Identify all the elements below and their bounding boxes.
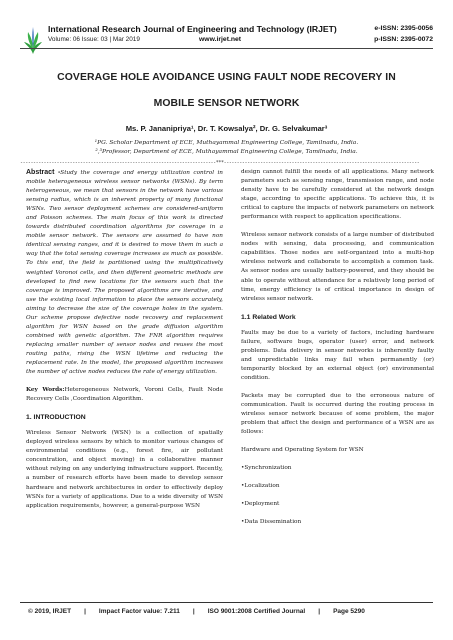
paragraph: Packets may be corrupted due to the erroneous nature of communication. Fault is occurred during the routing process in wireless sensor network because of some problem, the major problem that affect the design and performance of a WSN are as follows:: [241, 392, 434, 436]
paragraph: Wireless sensor network consists of a large number of distributed nodes with sensing, data processing, and communication capabilities. Those nodes are self-organized into a multi-hop wireless network and collaborate to accomplish a common task. As sensor nodes are usually battery-powered, and they should be able to operate without attendance for a relatively long period of time, energy efficiency is of critical importance in design of wireless sensor network.: [241, 232, 434, 302]
journal-header: [0, 0, 453, 58]
keywords-text: Heterogeneous Network, Voroni Cells, Fault Node Recovery Cells ,Coordination Algorithm.: [26, 387, 223, 403]
paper-title-line2: MOBILE SENSOR NETWORK: [153, 98, 300, 109]
abstract-label: Abstract -: [26, 169, 61, 176]
header-rule: [20, 48, 433, 49]
keywords: [26, 386, 223, 404]
author-list: Ms. P. Jananipriya¹, Dr. T. Kowsalya², Dr. G. Selvakumar³: [125, 124, 328, 133]
section-separator: ---------------------------------------------------------------------------***---------------------------------------------------------------------------: [20, 160, 420, 166]
p-issn: p-ISSN: 2395-0072: [374, 36, 433, 43]
affiliation-1: ¹PG. Scholar Department of ECE, Muthayammal Engineering College, Tamilnadu, India.: [94, 140, 359, 146]
keywords-label: Key Words:: [26, 387, 65, 394]
impact-factor: Impact Factor value: 7.211: [98, 608, 180, 615]
intro-heading: 1. INTRODUCTION: [26, 414, 86, 422]
list-item: •Localization: [241, 483, 280, 490]
intro-paragraph: Wireless Sensor Network (WSN) is a collection of spatially deployed wireless sensors by which to monitor various changes of environmental conditions (e.g., forest fire, air pollutant concentration, and object moving) in a collaborative manner without relying on any underlying infrastructure support. Recently, a number of research efforts have been made to develop sensor hardware and network architectures in order to effectively deploy WSNs for a variety of applications. Due to a wide diversity of WSN application requirements, however, a general-purpose WSN: [26, 430, 223, 509]
copyright: © 2019, IRJET: [28, 608, 72, 615]
paragraph: Hardware and Operating System for WSN: [241, 447, 364, 454]
abstract-text: Study the coverage and energy utilization control in mobile heterogeneous wireless sensor networks (WSNs). By term heterogeneous, we mean that sensors in the network have various sensing radius, which is an inherent property of many functional WSNs. Two sensor deployment schemes are considered-uniform and Poisson schemes. The main focus of this work is directed towards distributed coordination algorithms for coverage in a mobile sensor network. The sensors are assumed to have non identical sensing ranges, and it is desired to move them in such a way that the total sensing coverage increases as much as possible. To this end, the field is partitioned using the multiplicatively weighted Voronoi cells, and then different geometric methods are developed to find new locations for the sensors such that the coverage is improved. The proposed algorithms are iterative, and use the existing local information to place the sensors accurately, aiming to decrease the size of the coverage holes in the system. Our scheme propose defective node recovery and replacement algorithm for WSN based on the grade diffusion algorithm combined with genetic algorithm. The FNR algorithm requires replacing smaller number of sensor nodes and reuses the most routing paths, rising the WSN lifetime and reducing the replacement rate. In the model, the proposed algorithm increases the number of active nodes reduces the rate of energy utilization.: [26, 170, 223, 376]
volume-issue: Volume: 06 Issue: 03 | Mar 2019: [48, 36, 140, 43]
page-footer: © 2019, IRJET | Impact Factor value: 7.211 | ISO 9001:2008 Certified Journal | Page 5290: [28, 608, 365, 615]
iso-certification: ISO 9001:2008 Certified Journal: [207, 608, 306, 615]
paper-title-line1: COVERAGE HOLE AVOIDANCE USING FAULT NODE RECOVERY IN: [57, 72, 396, 83]
irjet-logo-icon: [22, 26, 44, 56]
journal-name: International Research Journal of Engineering and Technology (IRJET): [48, 24, 337, 34]
right-column: [241, 168, 434, 536]
paragraph: design cannot fulfill the needs of all applications. Many network parameters such as sensing range, transmission range, and node density have to be carefully considered at the network design stage, according to specific applications. To achieve this, it is critical to capture the impacts of network parameters on network performance with respect to application specifications.: [241, 169, 434, 221]
list-item: •Data Dissemination: [241, 519, 302, 526]
left-column: [26, 168, 223, 520]
journal-url[interactable]: www.irjet.net: [199, 36, 242, 43]
footer-rule: [20, 602, 433, 603]
page-number: Page 5290: [333, 608, 365, 615]
related-work-heading: 1.1 Related Work: [241, 313, 296, 321]
affiliation-2: ²,³Professor, Department of ECE, Muthayammal Engineering College, Tamilnadu, India.: [95, 149, 358, 155]
list-item: •Synchronization: [241, 465, 292, 472]
e-issn: e-ISSN: 2395-0056: [374, 25, 433, 32]
paragraph: Faults may be due to a variety of factors, including hardware failure, software bugs, operator (user) error, and network problems. Data delivery in sensor networks is inherently faulty and unpredictable links may fail when permanently (or) temporarily blocked by an external object (or) environmental condition.: [241, 329, 434, 381]
list-item: •Deployment: [241, 501, 280, 508]
abstract: [26, 168, 223, 377]
